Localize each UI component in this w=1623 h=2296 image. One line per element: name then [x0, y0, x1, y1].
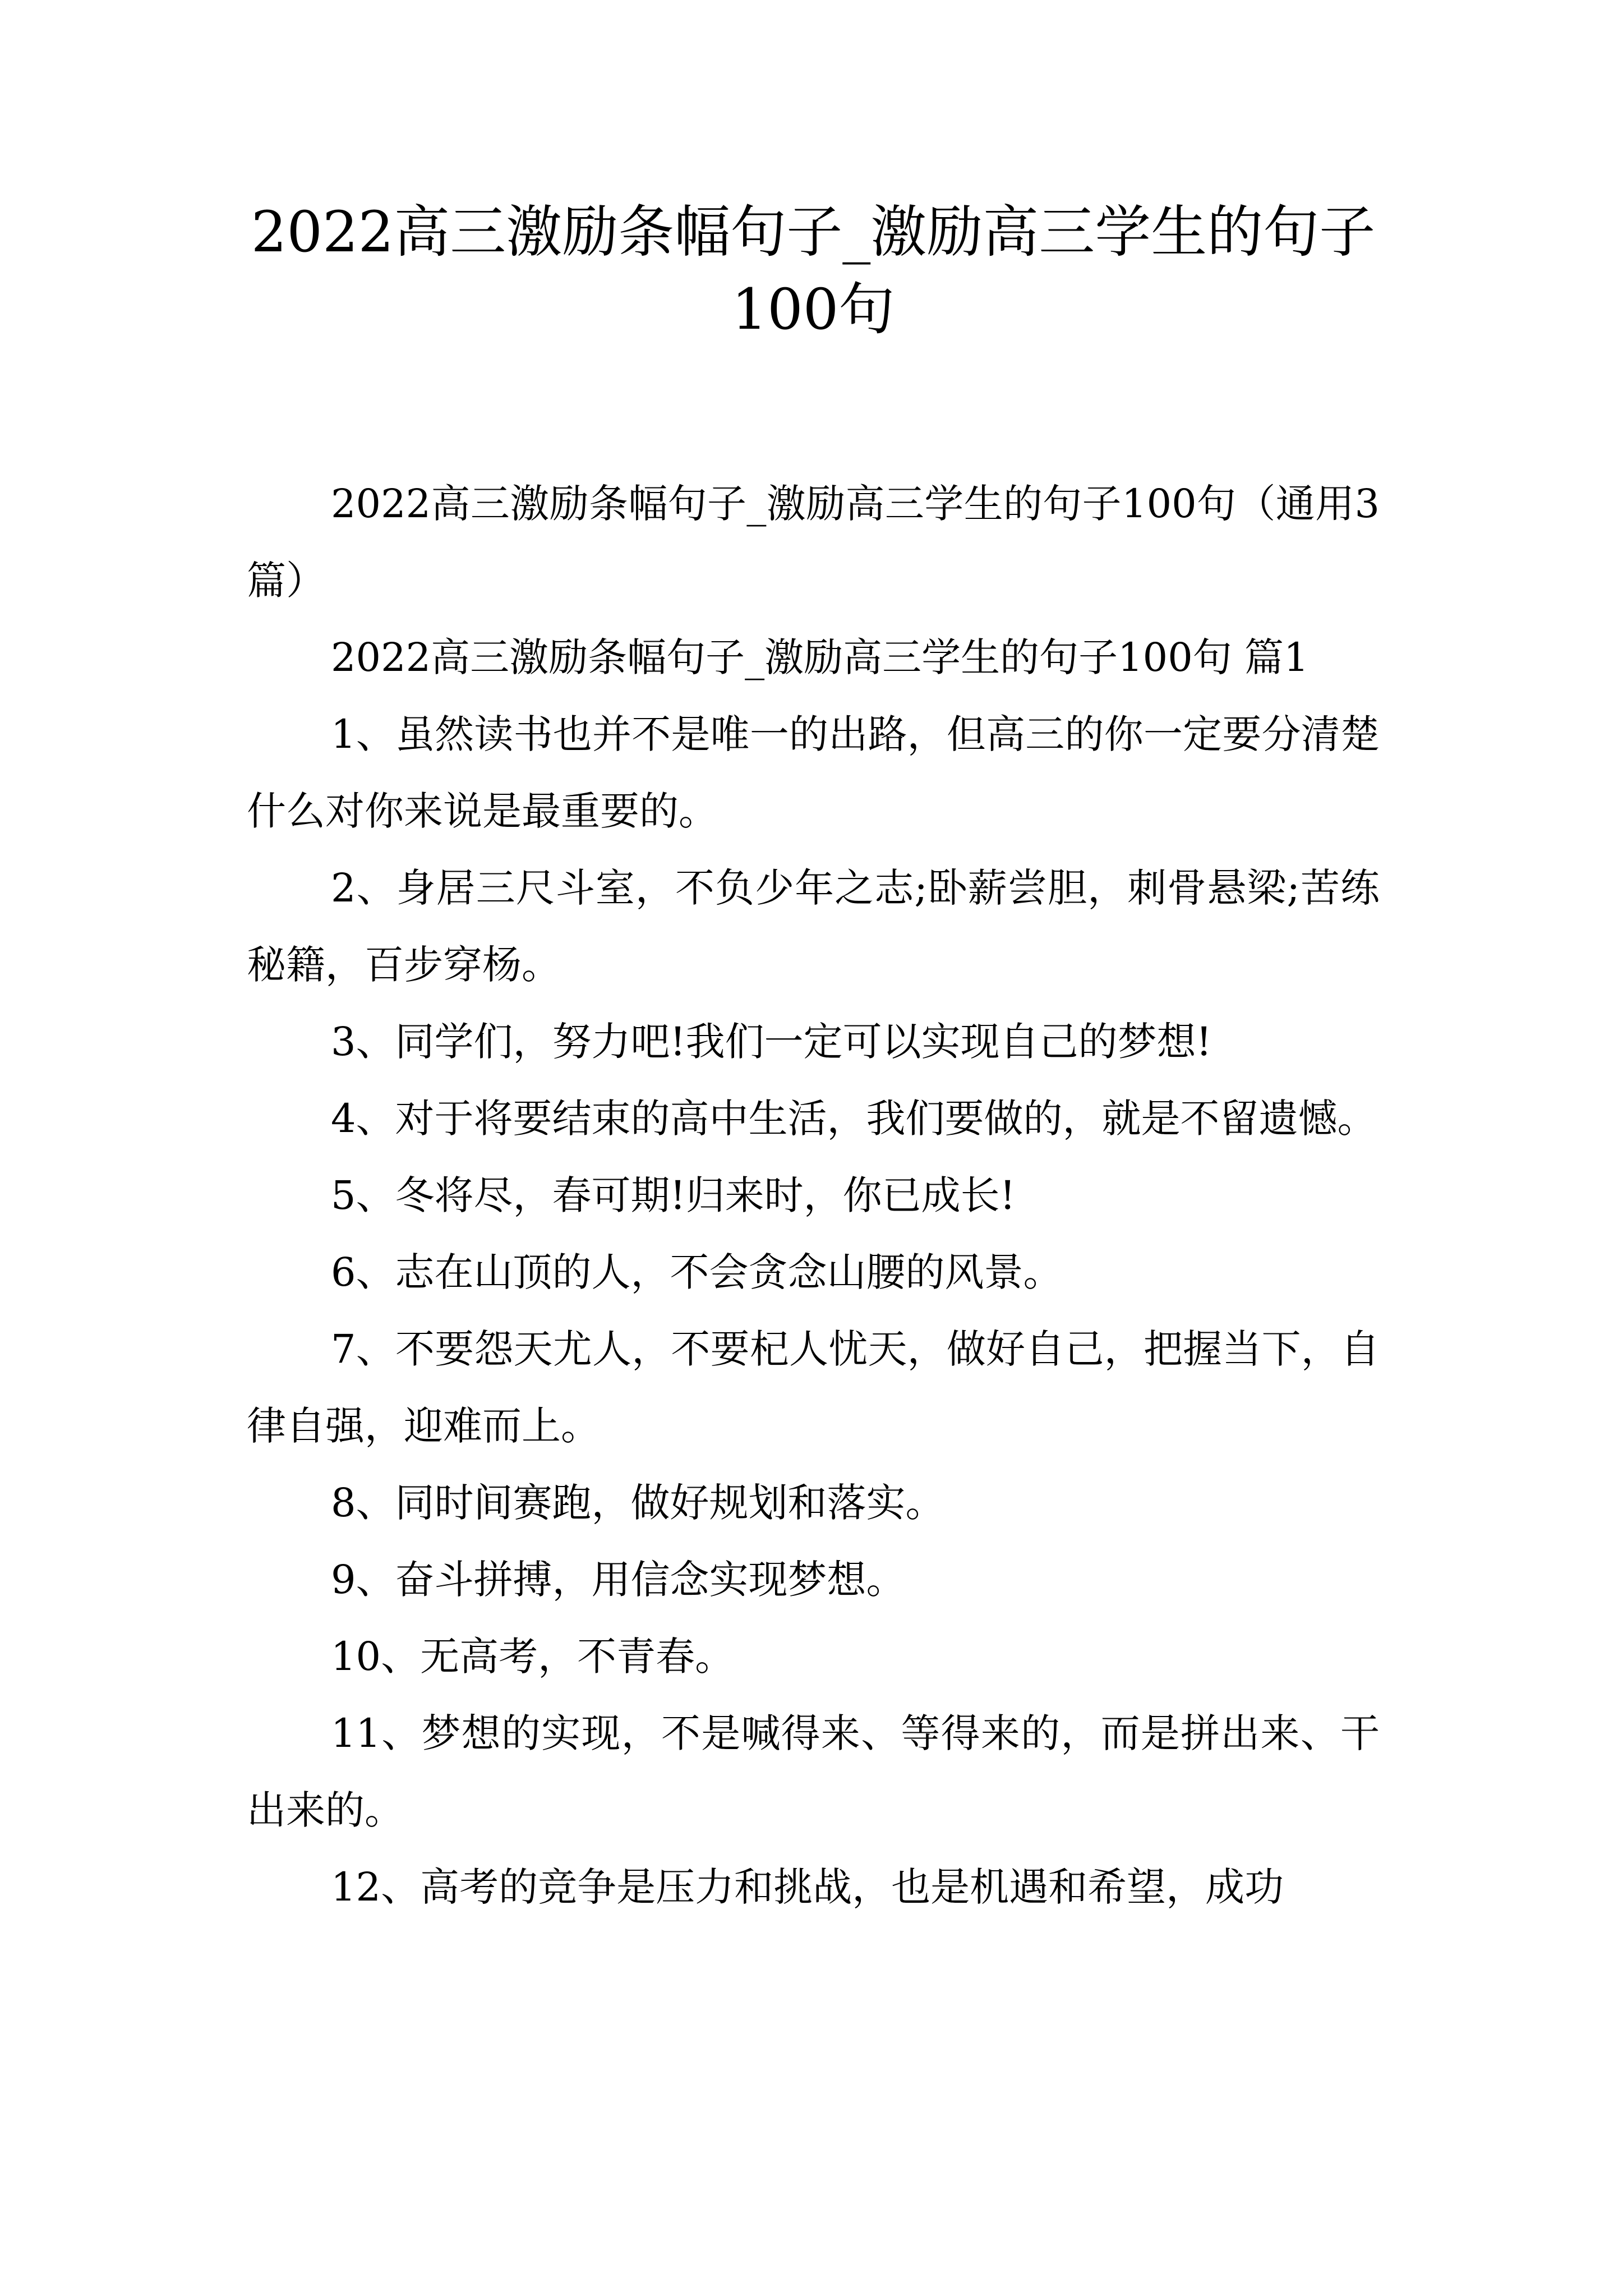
list-item: 12、高考的竞争是压力和挑战，也是机遇和希望，成功 — [331, 1864, 1284, 1910]
section-heading: 2022高三激励条幅句子_激励高三学生的句子100句 篇1 — [331, 634, 1309, 680]
document-body — [247, 466, 1380, 1926]
intro-paragraph: 2022高三激励条幅句子_激励高三学生的句子100句（通用3篇） — [247, 481, 1380, 604]
list-item: 2、身居三尺斗室，不负少年之志;卧薪尝胆，刺骨悬梁;苦练秘籍，百步穿杨。 — [247, 865, 1380, 988]
list-item: 6、志在山顶的人，不会贪念山腰的风景。 — [331, 1249, 1063, 1295]
list-item: 1、虽然读书也并不是唯一的出路，但高三的你一定要分清楚什么对你来说是最重要的。 — [247, 711, 1380, 834]
list-item: 3、同学们，努力吧!我们一定可以实现自己的梦想! — [331, 1019, 1212, 1065]
list-item: 11、梦想的实现，不是喊得来、等得来的，而是拼出来、干出来的。 — [247, 1710, 1380, 1833]
list-item: 5、冬将尽，春可期!归来时，你已成长! — [331, 1172, 1016, 1218]
list-item: 8、同时间赛跑，做好规划和落实。 — [331, 1480, 945, 1526]
list-item: 10、无高考，不青春。 — [331, 1634, 735, 1680]
list-item: 9、奋斗拼搏，用信念实现梦想。 — [331, 1557, 906, 1603]
list-item: 4、对于将要结束的高中生活，我们要做的，就是不留遗憾。 — [331, 1096, 1377, 1142]
list-item: 7、不要怨天尤人，不要杞人忧天，做好自己，把握当下，自律自强，迎难而上。 — [247, 1326, 1380, 1449]
document-title: 2022高三激励条幅句子_激励高三学生的句子100句 — [251, 199, 1376, 342]
